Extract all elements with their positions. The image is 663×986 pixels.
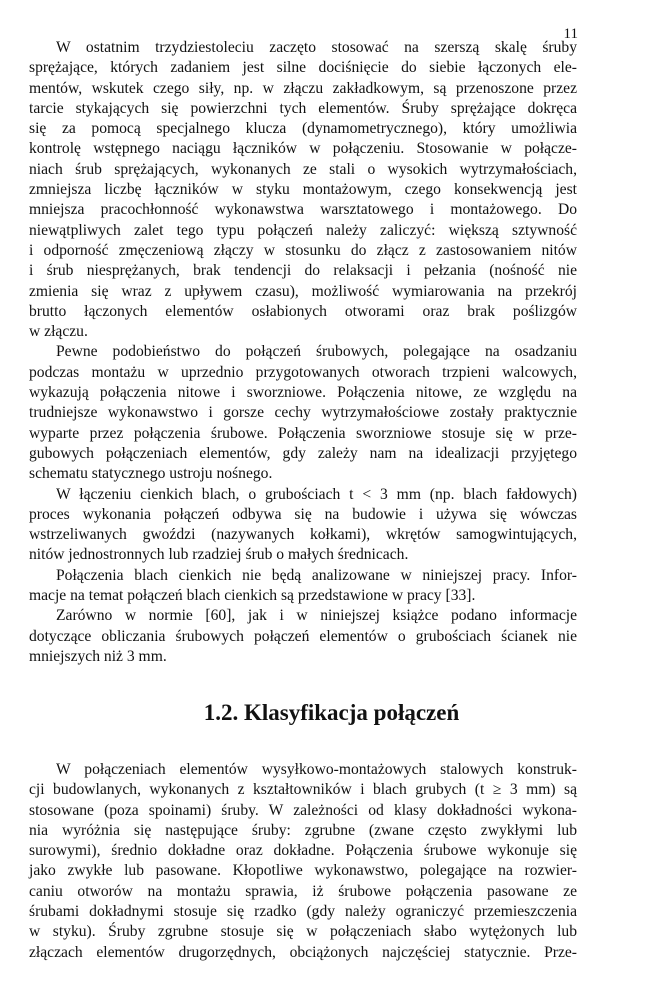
text-line: dotyczące obliczania śrubowych połączeń elementów o grubościach ścianek nie bbox=[29, 627, 577, 645]
text-line: Pewne podobieństwo do połączeń śrubowych, polegające na osadzaniu bbox=[56, 343, 577, 361]
text-line: w złączu. bbox=[29, 323, 88, 341]
text-line: W łączeniu cienkich blach, o grubościach t < 3 mm (np. blach fałdowych) bbox=[56, 485, 577, 503]
text-line: i śrub niesprężanych, brak tendencji do relaksacji i pełzania (nośność nie bbox=[29, 262, 577, 280]
text-line: macje na temat połączeń blach cienkich są przedstawione w pracy [33]. bbox=[29, 587, 476, 605]
text-line: i odporność zmęczeniową złączy w stosunku do złącz z zastosowaniem nitów bbox=[29, 241, 577, 259]
text-line: brutto łączonych elementów osłabionych otworami oraz brak poślizgów bbox=[29, 302, 577, 320]
text-line: wykazują połączenia nitowe i sworzniowe. Połączenia nitowe, ze względu na bbox=[29, 384, 577, 402]
text-line: zmniejsza liczbę łączników w styku montażowym, czego konsekwencją jest bbox=[29, 181, 577, 199]
text-line: jako zwykłe lub pasowane. Kłopotliwe wykonawstwo, polegające na rozwier- bbox=[29, 862, 577, 880]
text-line: niach śrub sprężających, wykonanych ze stali o wysokich wytrzymałościach, bbox=[29, 160, 577, 178]
section-body-text-2 bbox=[29, 760, 577, 963]
text-line: mentów, wskutek czego siły, np. w złączu zakładkowym, są przenoszone przez bbox=[29, 79, 577, 97]
text-line: Połączenia blach cienkich nie będą analizowane w niniejszej pracy. Infor- bbox=[56, 566, 577, 584]
text-line: wstrzeliwanych gwoździ (nazywanych kołkami), wkrętów samogwintujących, bbox=[29, 526, 577, 544]
paragraph bbox=[29, 760, 577, 963]
text-line: W ostatnim trzydziestoleciu zaczęto stosować na szerszą skalę śruby bbox=[56, 39, 577, 56]
text-line: zmienia się wraz z upływem czasu), możliwość wymiarowania na przekrój bbox=[29, 282, 577, 300]
text-line: Zarówno w normie [60], jak i w niniejszej książce podano informacje bbox=[56, 607, 577, 625]
text-line: złączach elementów drugorzędnych, obciążonych najczęściej statycznie. Prze- bbox=[29, 943, 577, 961]
text-line: trudniejsze wykonawstwo i gorsze cechy wytrzymałościowe zostały praktycznie bbox=[29, 404, 577, 422]
text-line: nitów jednostronnych lub rzadziej śrub o małych średnicach. bbox=[29, 546, 409, 564]
section-body-text bbox=[29, 38, 577, 667]
text-line: W połączeniach elementów wysyłkowo-montażowych stalowych konstruk- bbox=[56, 761, 577, 778]
text-line: kontrolę wstępnego naciągu łączników w połączeniu. Stosowanie w połącze- bbox=[29, 140, 577, 158]
text-line: mniejszych niż 3 mm. bbox=[29, 647, 167, 665]
text-line: podczas montażu w uprzednio przygotowanych otworach trzpieni walcowych, bbox=[29, 363, 577, 381]
text-line: stosowane (poza spoinami) śruby. W zależności od klasy dokładności wykona- bbox=[29, 801, 577, 819]
paragraph bbox=[29, 606, 577, 667]
text-line: śrubami dokładnymi stosuje się rzadko (gdy należy ograniczyć przemieszczenia bbox=[29, 903, 577, 921]
text-line: tarcie stykających się powierzchni tych elementów. Śruby sprężające dokręca bbox=[29, 99, 577, 117]
paragraph bbox=[29, 566, 577, 607]
text-line: niewątpliwych zalet tego typu połączeń należy zaliczyć: większą sztywność bbox=[29, 221, 577, 239]
text-line: nia wyróżnia się następujące śruby: zgrubne (zwane często zwykłymi lub bbox=[29, 821, 577, 839]
section-heading: 1.2. Klasyfikacja połączeń bbox=[203, 700, 460, 725]
paragraph bbox=[29, 342, 577, 484]
text-line: caniu otworów na montażu sprawia, iż śrubowe połączenia pasowane ze bbox=[29, 882, 577, 900]
page-number: 11 bbox=[563, 26, 578, 42]
paragraph bbox=[29, 485, 577, 566]
text-line: cji budowlanych, wykonanych z kształtowników i blach grubych (t ≥ 3 mm) są bbox=[29, 781, 577, 799]
paragraph bbox=[29, 38, 577, 342]
text-line: proces wykonania połączeń odbywa się na budowie i używa się wówczas bbox=[29, 505, 577, 523]
text-line: mniejsza pracochłonność wykonawstwa warsztatowego i montażowego. Do bbox=[29, 201, 577, 219]
text-line: sprężające, których zadaniem jest silne dociśnięcie do siebie łączonych ele- bbox=[29, 59, 577, 77]
text-line: się za pomocą specjalnego klucza (dynamometrycznego), który umożliwia bbox=[29, 120, 577, 138]
text-line: surowymi), średnio dokładne oraz dokładne. Połączenia śrubowe wykonuje się bbox=[29, 842, 577, 860]
text-line: gubowych połączeniach elementów, gdy zależy nam na idealizacji przyjętego bbox=[29, 444, 577, 462]
text-line: schematu statycznego ustroju nośnego. bbox=[29, 465, 273, 483]
text-line: wyparte przez połączenia śrubowe. Połączenia sworzniowe stosuje się w prze- bbox=[29, 424, 577, 442]
text-line: w styku). Śruby zgrubne stosuje się w połączeniach słabo wytężonych lub bbox=[29, 923, 577, 941]
